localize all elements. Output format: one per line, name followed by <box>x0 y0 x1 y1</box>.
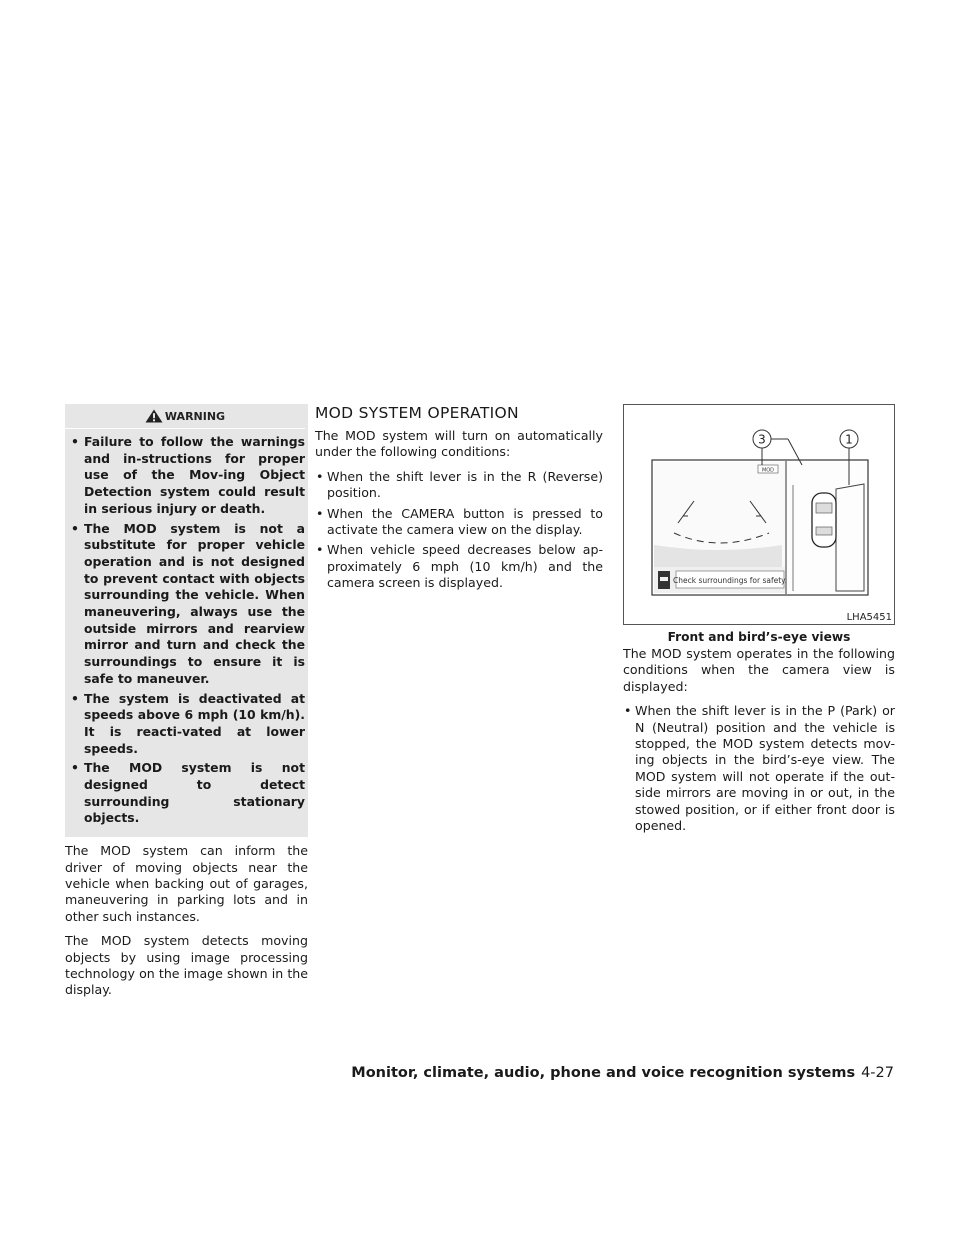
mod-badge-front: MOD <box>761 467 775 474</box>
displayed-conditions <box>623 703 895 834</box>
warning-box <box>65 404 308 837</box>
left-column <box>65 404 308 1007</box>
warning-icon <box>145 409 163 423</box>
warning-item: • The MOD system is not designed to detect surrounding stationary objects. <box>65 760 305 827</box>
condition-item: • When the shift lever is in the R (Reverse) position. <box>315 469 603 502</box>
callout-1: 1 <box>845 432 853 447</box>
displayed-intro: The MOD system operates in the following conditions when the camera view is displayed: <box>623 646 895 694</box>
vehicle-icon <box>812 493 836 547</box>
warning-list <box>65 429 305 827</box>
warning-header <box>65 404 305 429</box>
camera-icon <box>658 571 670 589</box>
page-number: 4-27 <box>861 1065 894 1081</box>
intro-paragraph: The MOD system detects moving objects by using image processing technology on the image shown in the display. <box>65 933 308 998</box>
footer-section-title: Monitor, climate, audio, phone and voice recognition systems <box>351 1065 856 1081</box>
check-surroundings-message: Check surroundings for safety. <box>673 576 787 585</box>
camera-illustration <box>624 405 894 624</box>
warning-item: • The system is deactivated at speeds above 6 mph (10 km/h). It is reacti-vated at lower speeds. <box>65 691 305 758</box>
condition-item: • When vehicle speed decreases below ap-proximately 6 mph (10 km/h) and the camera screen is displayed. <box>315 542 603 591</box>
section-heading: MOD SYSTEM OPERATION <box>315 404 519 422</box>
displayed-item: • When the shift lever is in the P (Park) or N (Neutral) position and the vehicle is stopped, the MOD system detects mov-ing objects in the bird’s-eye view. The MOD system will not operate if the out-side mirrors are moving in or out, in the stowed position, or if either front door is opened. <box>623 703 895 834</box>
intro-paragraph: The MOD system can inform the driver of moving objects near the vehicle when backing out of garages, maneuvering in parking lots and in other such instances. <box>65 843 308 924</box>
condition-item: • When the CAMERA button is pressed to activate the camera view on the display. <box>315 506 603 539</box>
camera-figure <box>623 404 895 625</box>
warning-item: • Failure to follow the warnings and in-structions for proper use of the Mov-ing Object Detection system could result in serious injury or death. <box>65 434 305 518</box>
page-footer <box>351 1065 894 1081</box>
warning-title: WARNING <box>164 409 226 423</box>
operation-conditions <box>315 469 603 592</box>
right-column <box>623 404 895 838</box>
operation-intro: The MOD system will turn on automatically under the following conditions: <box>315 428 603 460</box>
warning-item: • The MOD system is not a substitute for proper vehicle operation and is not designed to prevent contact with objects surrounding the vehicle. When maneuvering, always use the outside mirrors and rearview mirror and turn and check the surroundings to ensure it is safe to maneuver. <box>65 521 305 688</box>
middle-column <box>315 404 603 596</box>
figure-caption: Front and bird’s-eye views <box>667 630 851 644</box>
figure-code: LHA5451 <box>846 612 892 623</box>
callout-3: 3 <box>758 432 766 447</box>
